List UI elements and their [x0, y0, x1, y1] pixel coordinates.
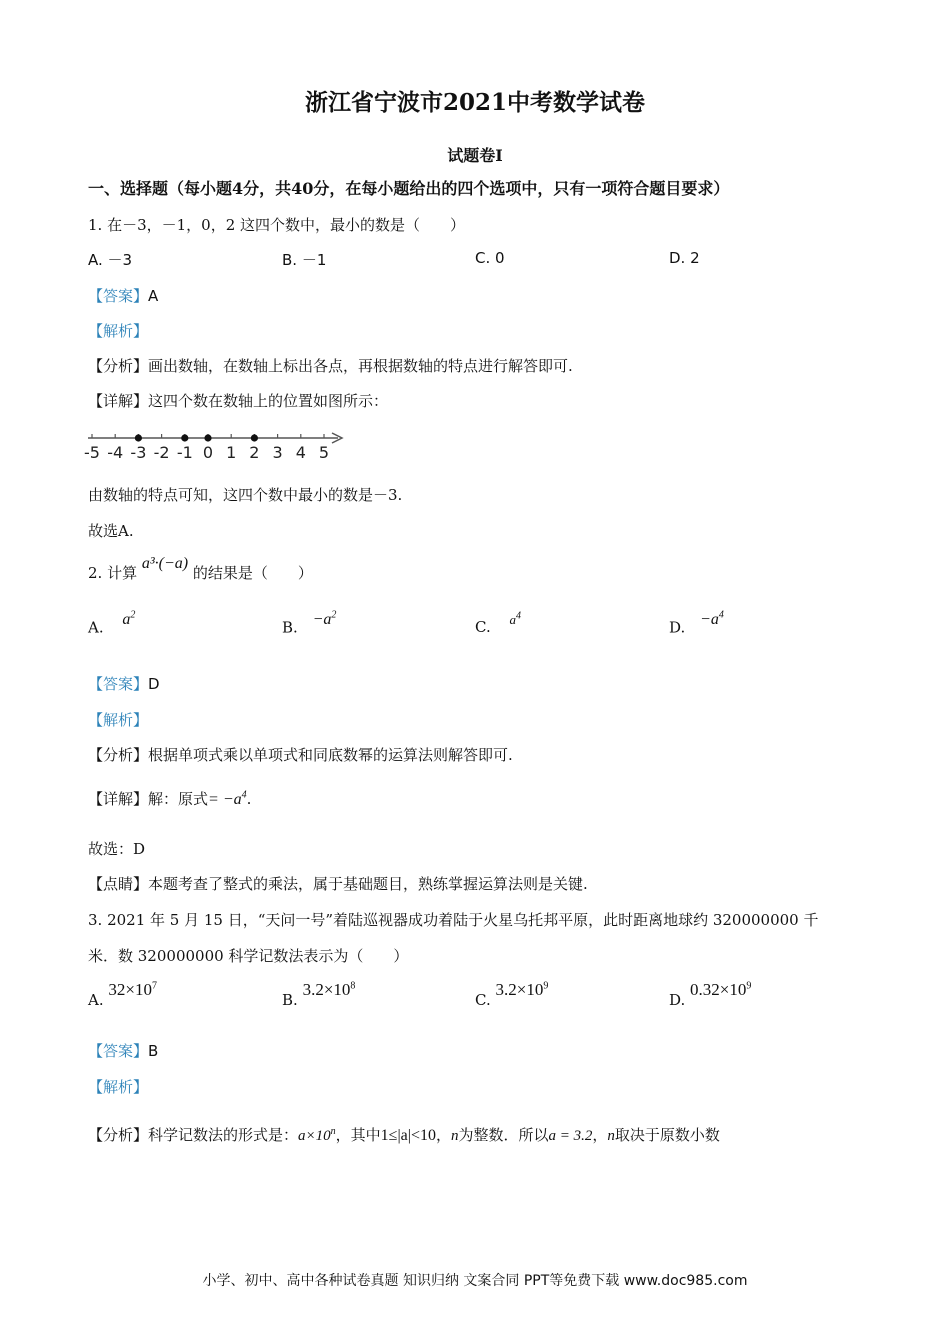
number-line-tick-label: -5: [84, 443, 100, 462]
q2-option-b-math: $-a^2$: [312, 610, 337, 629]
q3-option-c-math: $3.2\times 10^9$: [495, 980, 549, 999]
q3-fenxi-math5: n: [607, 1128, 615, 1144]
q1-option-a: A. －3: [88, 251, 133, 269]
q2-option-c-label: C.: [475, 618, 491, 636]
q3-option-d-label: D.: [669, 991, 686, 1009]
q1-stem: 1. 在－3，－1，0，2 这四个数中，最小的数是（ ）: [88, 216, 466, 234]
q2-option-d-math: $-a^4$: [700, 610, 724, 629]
q3-fenxi: 【分析】科学记数法的形式是：$a\times 10^n$，其中1≤|a|<10，n为整数．所以a = 3.2，n取决于原数小数: [88, 1126, 720, 1144]
q2-option-d-label: D.: [669, 618, 686, 637]
number-line-point: [135, 434, 142, 441]
number-line-tick-label: 4: [295, 443, 306, 462]
q3-option-a-label: A.: [88, 991, 104, 1009]
number-line-tick-label: 5: [318, 443, 330, 462]
page-title: 浙江省宁波市2021中考数学试卷: [304, 89, 645, 116]
q3-fenxi-math2: 1≤|a|<10: [380, 1127, 436, 1144]
q1-option-b: B. －1: [282, 251, 327, 269]
q3-answer-value: B: [148, 1042, 159, 1060]
answer-tag: 【答案】: [88, 1042, 149, 1060]
number-line-figure: [86, 424, 348, 464]
q3-stem-line2: 米．数 320000000 科学记数法表示为（ ）: [88, 947, 409, 965]
q1-xiangjie: 【详解】这四个数在数轴上的位置如图所示：: [88, 392, 389, 410]
q3-option-d-math: $0.32\times 10^9$: [690, 980, 752, 999]
q3-option-b: [282, 980, 356, 1010]
q1-option-d: D. 2: [669, 249, 700, 267]
q2-answer-value: D: [148, 675, 160, 693]
number-line-point: [251, 434, 258, 441]
q3-answer: [88, 1040, 158, 1061]
number-line-point: [181, 434, 188, 441]
number-line-tick-label: -3: [130, 443, 147, 462]
q2-analysis-tag: 【解析】: [88, 711, 149, 729]
q2-option-a-math: $a^2$: [122, 610, 136, 629]
q2-xiangjie: 【详解】解：原式= $-a^4$.: [88, 789, 252, 808]
q3-fenxi-math4: a = 3.2: [548, 1128, 593, 1144]
number-line-tick-label: 2: [249, 443, 260, 462]
q2-option-a: [88, 610, 136, 637]
q3-analysis-tag: 【解析】: [88, 1078, 149, 1096]
q3-fenxi-math1: $a\times 10^n$: [298, 1126, 336, 1144]
page-footer: 小学、初中、高中各种试卷真题 知识归纳 文案合同 PPT等免费下载 www.doc985.com: [202, 1273, 748, 1289]
q1-answer: [88, 285, 158, 306]
answer-tag: 【答案】: [88, 287, 149, 305]
q3-option-b-math: $3.2\times 10^8$: [302, 980, 356, 999]
q1-fenxi: 【分析】画出数轴，在数轴上标出各点，再根据数轴的特点进行解答即可.: [88, 357, 573, 375]
q1-choose: 故选A.: [88, 522, 134, 540]
answer-tag: 【答案】: [88, 675, 149, 693]
number-line-tick-label: 3: [272, 443, 283, 462]
section-heading: 一、选择题（每小题4分，共40分，在每小题给出的四个选项中，只有一项符合题目要求）: [88, 179, 730, 198]
q2-option-b: [282, 610, 337, 637]
q3-stem-line1: 3. 2021 年 5 月 15 日，“天问一号”着陆巡视器成功着陆于火星乌托邦平原，此时距离地球约 320000000 千: [88, 911, 819, 929]
q1-answer-value: A: [148, 287, 159, 305]
q3-option-d: [669, 980, 752, 1010]
q2-option-b-label: B.: [282, 618, 298, 637]
q2-option-c-math: $a^4$: [509, 610, 521, 627]
paper-subtitle: 试题卷Ⅰ: [447, 146, 503, 165]
q1-analysis-tag: 【解析】: [88, 322, 149, 340]
q2-fenxi: 【分析】根据单项式乘以单项式和同底数幂的运算法则解答即可.: [88, 746, 513, 764]
number-line-tick-label: 0: [202, 443, 214, 462]
q2-stem-suffix: 的结果是（ ）: [192, 564, 313, 582]
q1-conclusion: 由数轴的特点可知，这四个数中最小的数是－3.: [88, 486, 403, 504]
q3-option-a: [88, 980, 157, 1010]
q1-option-c: C. 0: [475, 249, 505, 267]
number-line-tick-label: 1: [226, 443, 237, 462]
q2-stem: [88, 555, 313, 583]
q2-dianjing: 【点睛】本题考查了整式的乘法，属于基础题目，熟练掌握运算法则是关键.: [88, 875, 588, 893]
q2-stem-prefix: 2. 计算: [88, 564, 138, 582]
q3-option-a-math: $32\times 10^7$: [108, 980, 157, 999]
number-line-tick-label: -4: [107, 443, 124, 462]
q2-answer: [88, 673, 160, 694]
q2-option-a-label: A.: [88, 618, 104, 637]
q3-option-c-label: C.: [475, 991, 491, 1009]
q2-xiangjie-prefix: 【详解】解：原式: [88, 790, 209, 808]
q2-xiangjie-math: = $-a^4$: [208, 789, 247, 808]
q3-option-b-label: B.: [282, 991, 298, 1009]
q2-option-c: [475, 610, 521, 636]
number-line-tick-label: -2: [153, 443, 170, 462]
q3-fenxi-math3: n: [450, 1128, 459, 1144]
number-line-tick-label: -1: [176, 443, 193, 462]
q2-option-d: [669, 610, 724, 637]
q2-choose: 故选：D: [88, 840, 146, 858]
number-line-point: [204, 434, 211, 441]
q2-stem-math: a³·(−a): [141, 555, 189, 572]
q3-option-c: [475, 980, 549, 1010]
